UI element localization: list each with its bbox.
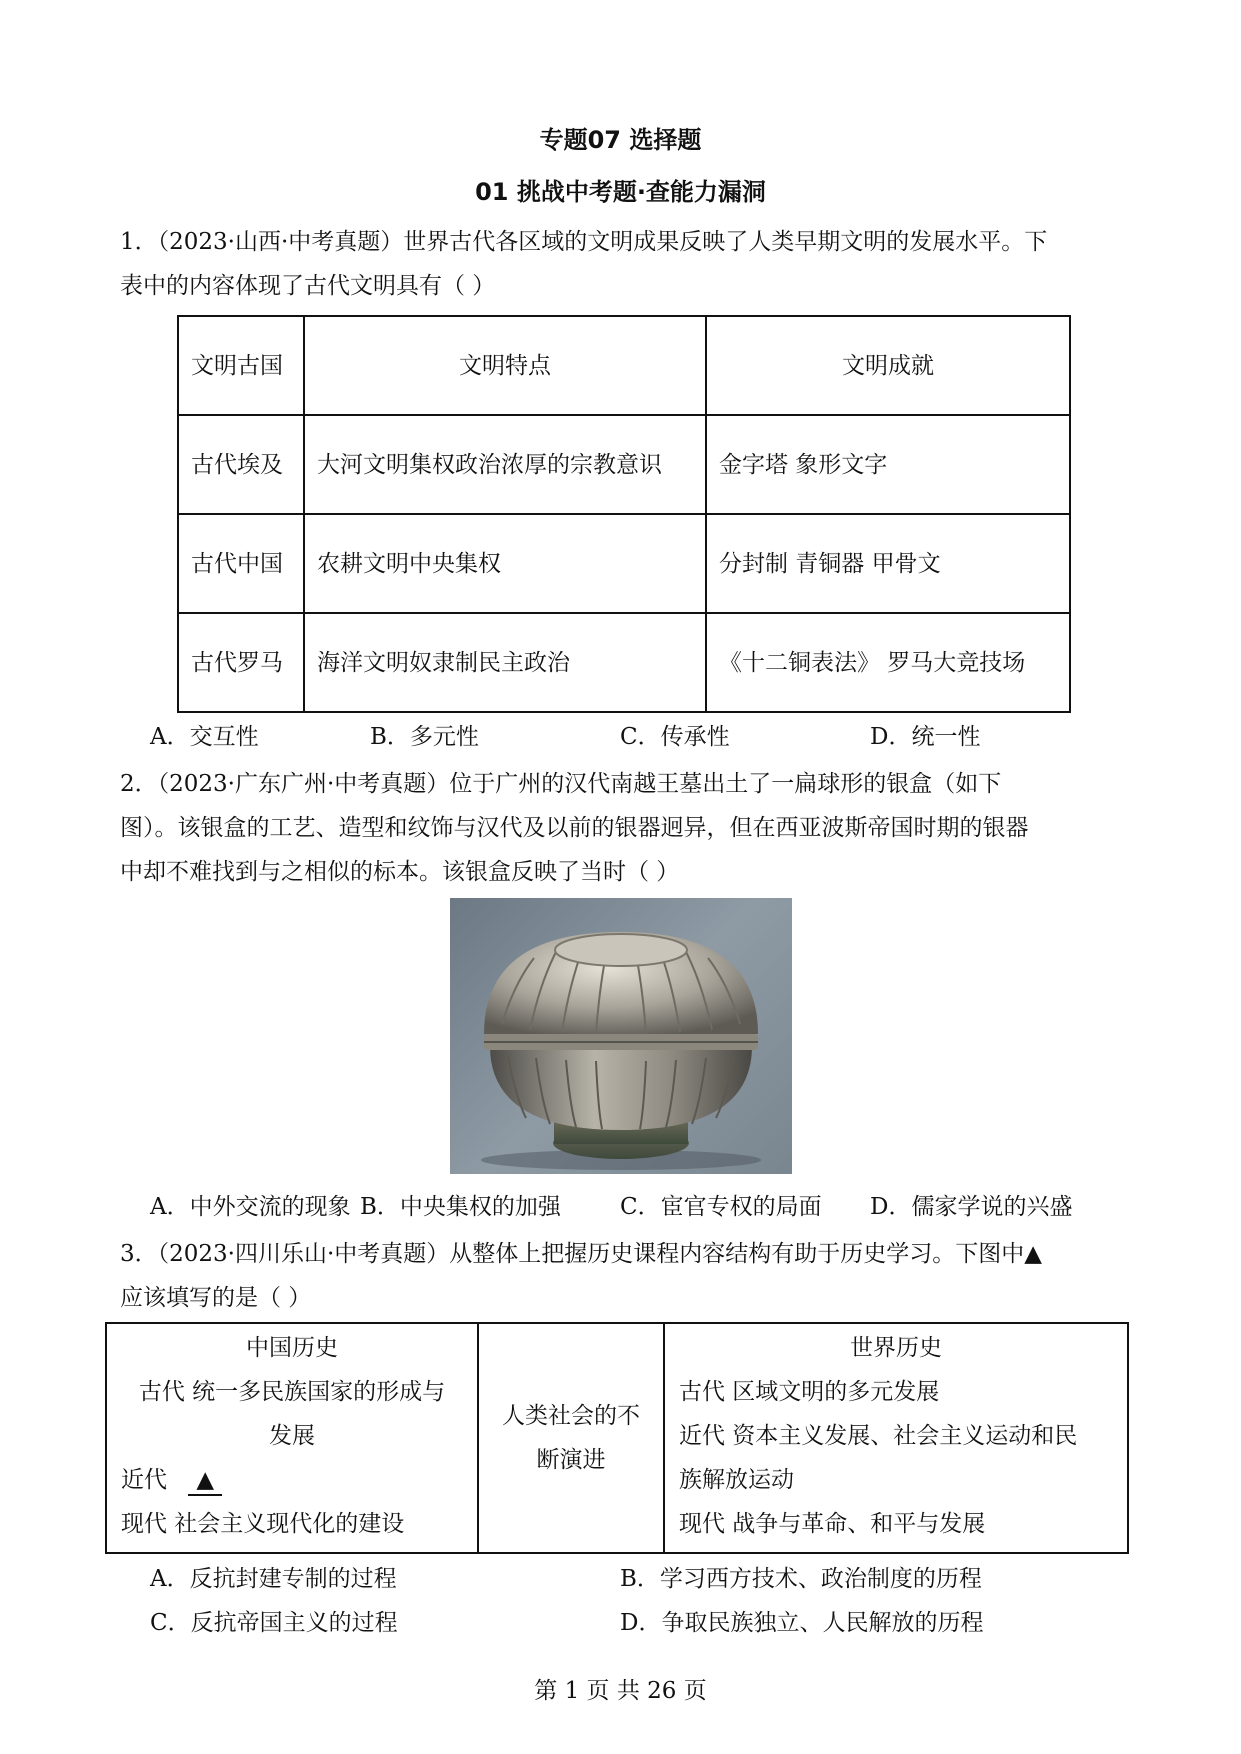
table-cell: 金字塔 象形文字 [706,415,1070,514]
silver-box-illustration [450,898,792,1174]
world-contemporary-line: 现代 战争与革命、和平与发展 [679,1511,986,1537]
question-1-line-2: 表中的内容体现了古代文明具有（ ） [120,273,496,299]
table-cell: 大河文明集权政治浓厚的宗教意识 [304,415,706,514]
table-header-cell: 文明成就 [706,316,1070,415]
question-3-line-1: 3．（2023·四川乐山·中考真题）从整体上把握历史课程内容结构有助于历史学习。下图中▲ [120,1241,1042,1267]
option-c[interactable]: C．传承性 [620,724,730,750]
question-3-line-2: 应该填写的是（ ） [120,1285,312,1311]
question-3-options-row-1 [120,1560,1130,1600]
option-a[interactable]: A．交互性 [150,724,259,750]
china-history-title: 中国历史 [246,1335,338,1361]
china-history-cell [106,1323,478,1553]
table-cell: 农耕文明中央集权 [304,514,706,613]
question-3-text [120,1232,1130,1320]
question-1-text [120,220,1130,308]
table-cell: 古代罗马 [178,613,304,712]
page-title: 专题07 选择题 [539,126,702,154]
question-3-table [105,1322,1129,1554]
question-2-line-2: 图）。该银盒的工艺、造型和纹饰与汉代及以前的银器迥异，但在西亚波斯帝国时期的银器 [120,815,1029,841]
world-modern-line-2: 族解放运动 [679,1467,794,1493]
table-header-cell: 文明特点 [304,316,706,415]
question-1-options [120,718,1130,758]
question-3-options-row-2 [120,1604,1130,1644]
question-1-line-1: 1．（2023·山西·中考真题）世界古代各区域的文明成果反映了人类早期文明的发展水平。下 [120,229,1048,255]
option-a[interactable]: A．反抗封建专制的过程 [150,1566,397,1592]
question-2-text [120,762,1130,894]
table-row [178,514,1070,613]
table-cell: 古代中国 [178,514,304,613]
world-ancient-line: 古代 区域文明的多元发展 [679,1379,940,1405]
world-history-cell [664,1323,1128,1553]
question-2-line-1: 2．（2023·广东广州·中考真题）位于广州的汉代南越王墓出土了一扁球形的银盒（如下 [120,771,1002,797]
china-ancient-line-2: 发展 [269,1423,315,1449]
china-contemporary-line: 现代 社会主义现代化的建设 [121,1511,405,1537]
question-2-options [120,1188,1130,1228]
section-subtitle: 01 挑战中考题·查能力漏洞 [475,178,766,206]
option-a[interactable]: A．中外交流的现象 [150,1194,351,1220]
china-modern-line [107,1458,477,1502]
center-line-1: 人类社会的不 [502,1403,640,1429]
page-footer: 第 1 页 共 26 页 [534,1678,707,1704]
china-ancient-line-1: 古代 统一多民族国家的形成与 [138,1379,446,1405]
table-cell: 古代埃及 [178,415,304,514]
option-d[interactable]: D．儒家学说的兴盛 [870,1194,1073,1220]
table-cell: 海洋文明奴隶制民主政治 [304,613,706,712]
world-history-title: 世界历史 [850,1335,942,1361]
table-cell: 《十二铜表法》 罗马大竞技场 [706,613,1070,712]
option-c[interactable]: C．宦官专权的局面 [620,1194,822,1220]
option-d[interactable]: D．争取民族独立、人民解放的历程 [620,1610,984,1636]
world-modern-line-1: 近代 资本主义发展、社会主义运动和民 [679,1423,1078,1449]
china-modern-label: 近代 [121,1467,167,1493]
center-cell [478,1323,664,1553]
table-header-cell: 文明古国 [178,316,304,415]
option-c[interactable]: C．反抗帝国主义的过程 [150,1610,398,1636]
center-line-2: 断演进 [536,1447,606,1473]
table-header-row [178,316,1070,415]
table-row [178,415,1070,514]
option-b[interactable]: B．中央集权的加强 [360,1194,561,1220]
option-d[interactable]: D．统一性 [870,724,981,750]
triangle-blank-marker: ▲ [188,1466,222,1496]
option-b[interactable]: B．多元性 [370,724,479,750]
option-b[interactable]: B．学习西方技术、政治制度的历程 [620,1566,982,1592]
table-row [178,613,1070,712]
question-1-table [177,315,1071,713]
table-cell: 分封制 青铜器 甲骨文 [706,514,1070,613]
question-2-line-3: 中却不难找到与之相似的标本。该银盒反映了当时（ ） [120,859,680,885]
silver-box-photo [450,898,792,1174]
